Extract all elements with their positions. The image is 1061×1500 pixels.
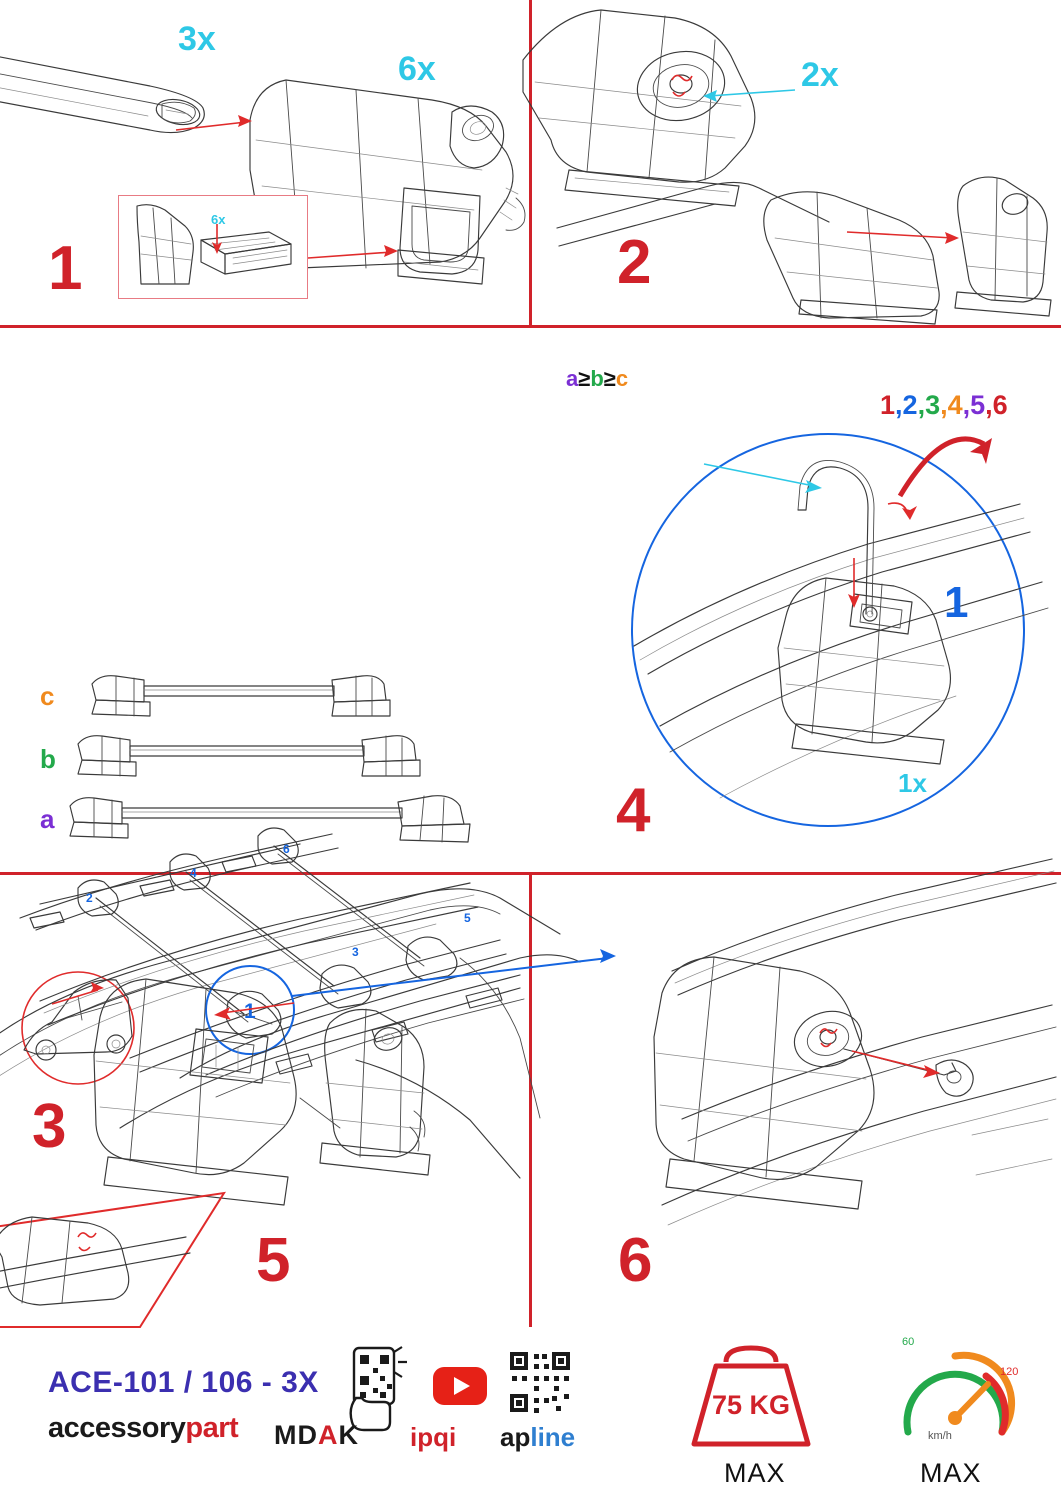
brand-mdak-accent: A xyxy=(318,1420,339,1450)
step-number-5: 5 xyxy=(256,1226,290,1295)
brand-mdak-part1: MD xyxy=(274,1420,318,1450)
rail-insert-illustration xyxy=(119,196,305,296)
step-number-4: 4 xyxy=(616,776,650,845)
step-2-panel xyxy=(529,0,1061,325)
qr-code-icon[interactable] xyxy=(508,1350,572,1414)
roof-callout-6: 6 xyxy=(283,842,290,856)
speed-unit-label: km/h xyxy=(928,1430,952,1442)
step-4-callout-1: 1 xyxy=(944,578,969,627)
roof-callout-1: 1 xyxy=(244,1000,256,1023)
youtube-icon[interactable] xyxy=(432,1366,488,1406)
roof-callout-2: 2 xyxy=(86,891,93,905)
label-a: a xyxy=(40,804,55,834)
step-4-quantity: 1x xyxy=(898,768,927,798)
qty-lock-label: 2x xyxy=(801,56,839,94)
step-4-panel xyxy=(600,328,1061,872)
step-number-2: 2 xyxy=(617,228,651,297)
qty-foot-label: 6x xyxy=(398,50,436,88)
step-1-panel xyxy=(0,0,529,325)
brand-accessorypart xyxy=(48,1412,238,1445)
step-2-illustration xyxy=(529,0,1061,325)
sequence-label: 1,2,3,4,5,6 xyxy=(880,390,1008,420)
qty-bar-label: 3x xyxy=(178,20,216,58)
speed-limit-icon xyxy=(890,1340,1020,1452)
step-6-illustration xyxy=(532,875,1061,1327)
speed-limit-label: MAX xyxy=(920,1458,982,1488)
brand-ipqi: ipqi xyxy=(410,1422,457,1452)
step-number-1: 1 xyxy=(48,234,82,303)
brand-apline xyxy=(500,1422,575,1453)
weight-limit-value: 75 KG xyxy=(712,1390,791,1420)
inequality-label: a≥b≥c xyxy=(566,366,629,391)
roof-callout-3: 3 xyxy=(352,945,359,959)
label-c: c xyxy=(40,681,55,711)
step-3-panel xyxy=(0,328,600,1161)
brand-mdak-part2: K xyxy=(338,1420,359,1450)
brand-accessorypart-part1: accessory xyxy=(48,1412,186,1444)
step-1-inset xyxy=(118,195,308,299)
brand-accessorypart-part2: part xyxy=(185,1412,239,1444)
brand-apline-part1: ap xyxy=(500,1422,531,1452)
inset-quantity-label: 6x xyxy=(211,212,226,227)
step-number-6: 6 xyxy=(618,1226,652,1295)
roof-callout-4: 4 xyxy=(190,866,197,880)
model-code: ACE-101 / 106 - 3X xyxy=(48,1366,319,1399)
footer xyxy=(0,1330,1061,1500)
step-6-panel xyxy=(532,875,1061,1327)
brand-apline-part2: line xyxy=(530,1422,576,1452)
step-number-3: 3 xyxy=(32,1092,66,1161)
brand-mdak xyxy=(274,1420,359,1451)
speed-tick-60: 60 xyxy=(902,1336,915,1348)
speed-tick-120: 120 xyxy=(1000,1366,1019,1378)
weight-limit-label: MAX xyxy=(724,1458,786,1488)
roof-callout-5: 5 xyxy=(464,911,471,925)
label-b: b xyxy=(40,744,56,774)
